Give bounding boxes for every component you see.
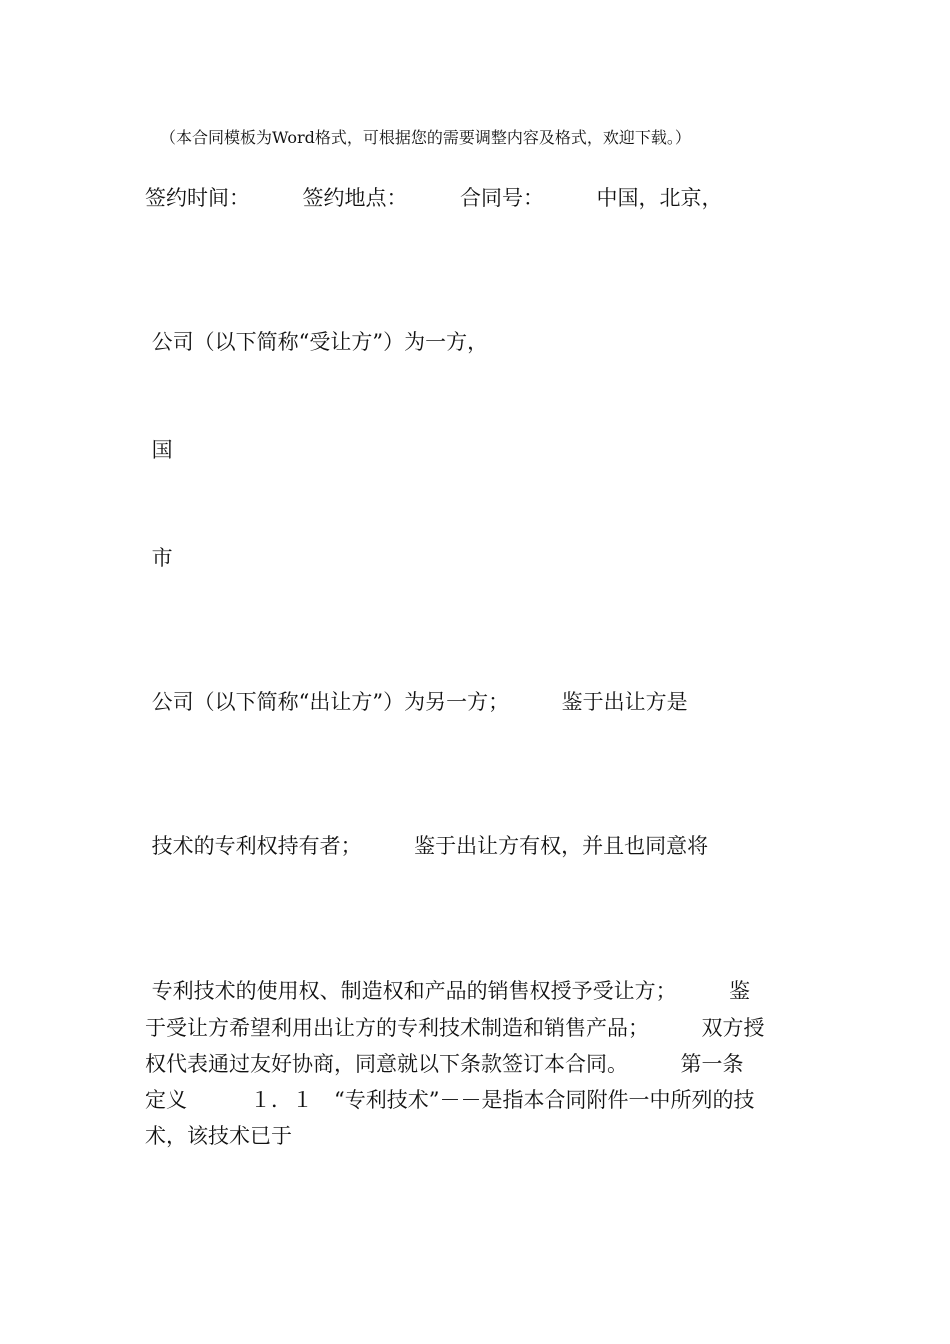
paragraph-line: 技术的专利权持有者； 鉴于出让方有权，并且也同意将 (145, 834, 709, 858)
paragraph-line: 公司（以下简称“受让方”）为一方， (145, 330, 489, 354)
paragraph-line: 国 (145, 438, 173, 462)
paragraph-line: 公司（以下简称“出让方”）为另一方； 鉴于出让方是 (145, 690, 688, 714)
paragraph-line: 术，该技术已于 (145, 1124, 292, 1148)
paragraph-line: 市 (145, 546, 173, 570)
signing-info-line: 签约时间： 签约地点： 合同号： 中国，北京， (145, 186, 723, 210)
paragraph-line: 专利技术的使用权、制造权和产品的销售权授予受让方； 鉴 (145, 979, 751, 1003)
paragraph-line: 定义 １．１ “专利技术”－－是指本合同附件一中所列的技 (145, 1088, 755, 1112)
paragraph-line: 于受让方希望利用出让方的专利技术制造和销售产品； 双方授 (145, 1016, 765, 1040)
template-note: （本合同模板为Word格式，可根据您的需要调整内容及格式，欢迎下载。） (160, 128, 691, 147)
paragraph-line: 权代表通过友好协商，同意就以下条款签订本合同。 第一条 (145, 1052, 744, 1076)
